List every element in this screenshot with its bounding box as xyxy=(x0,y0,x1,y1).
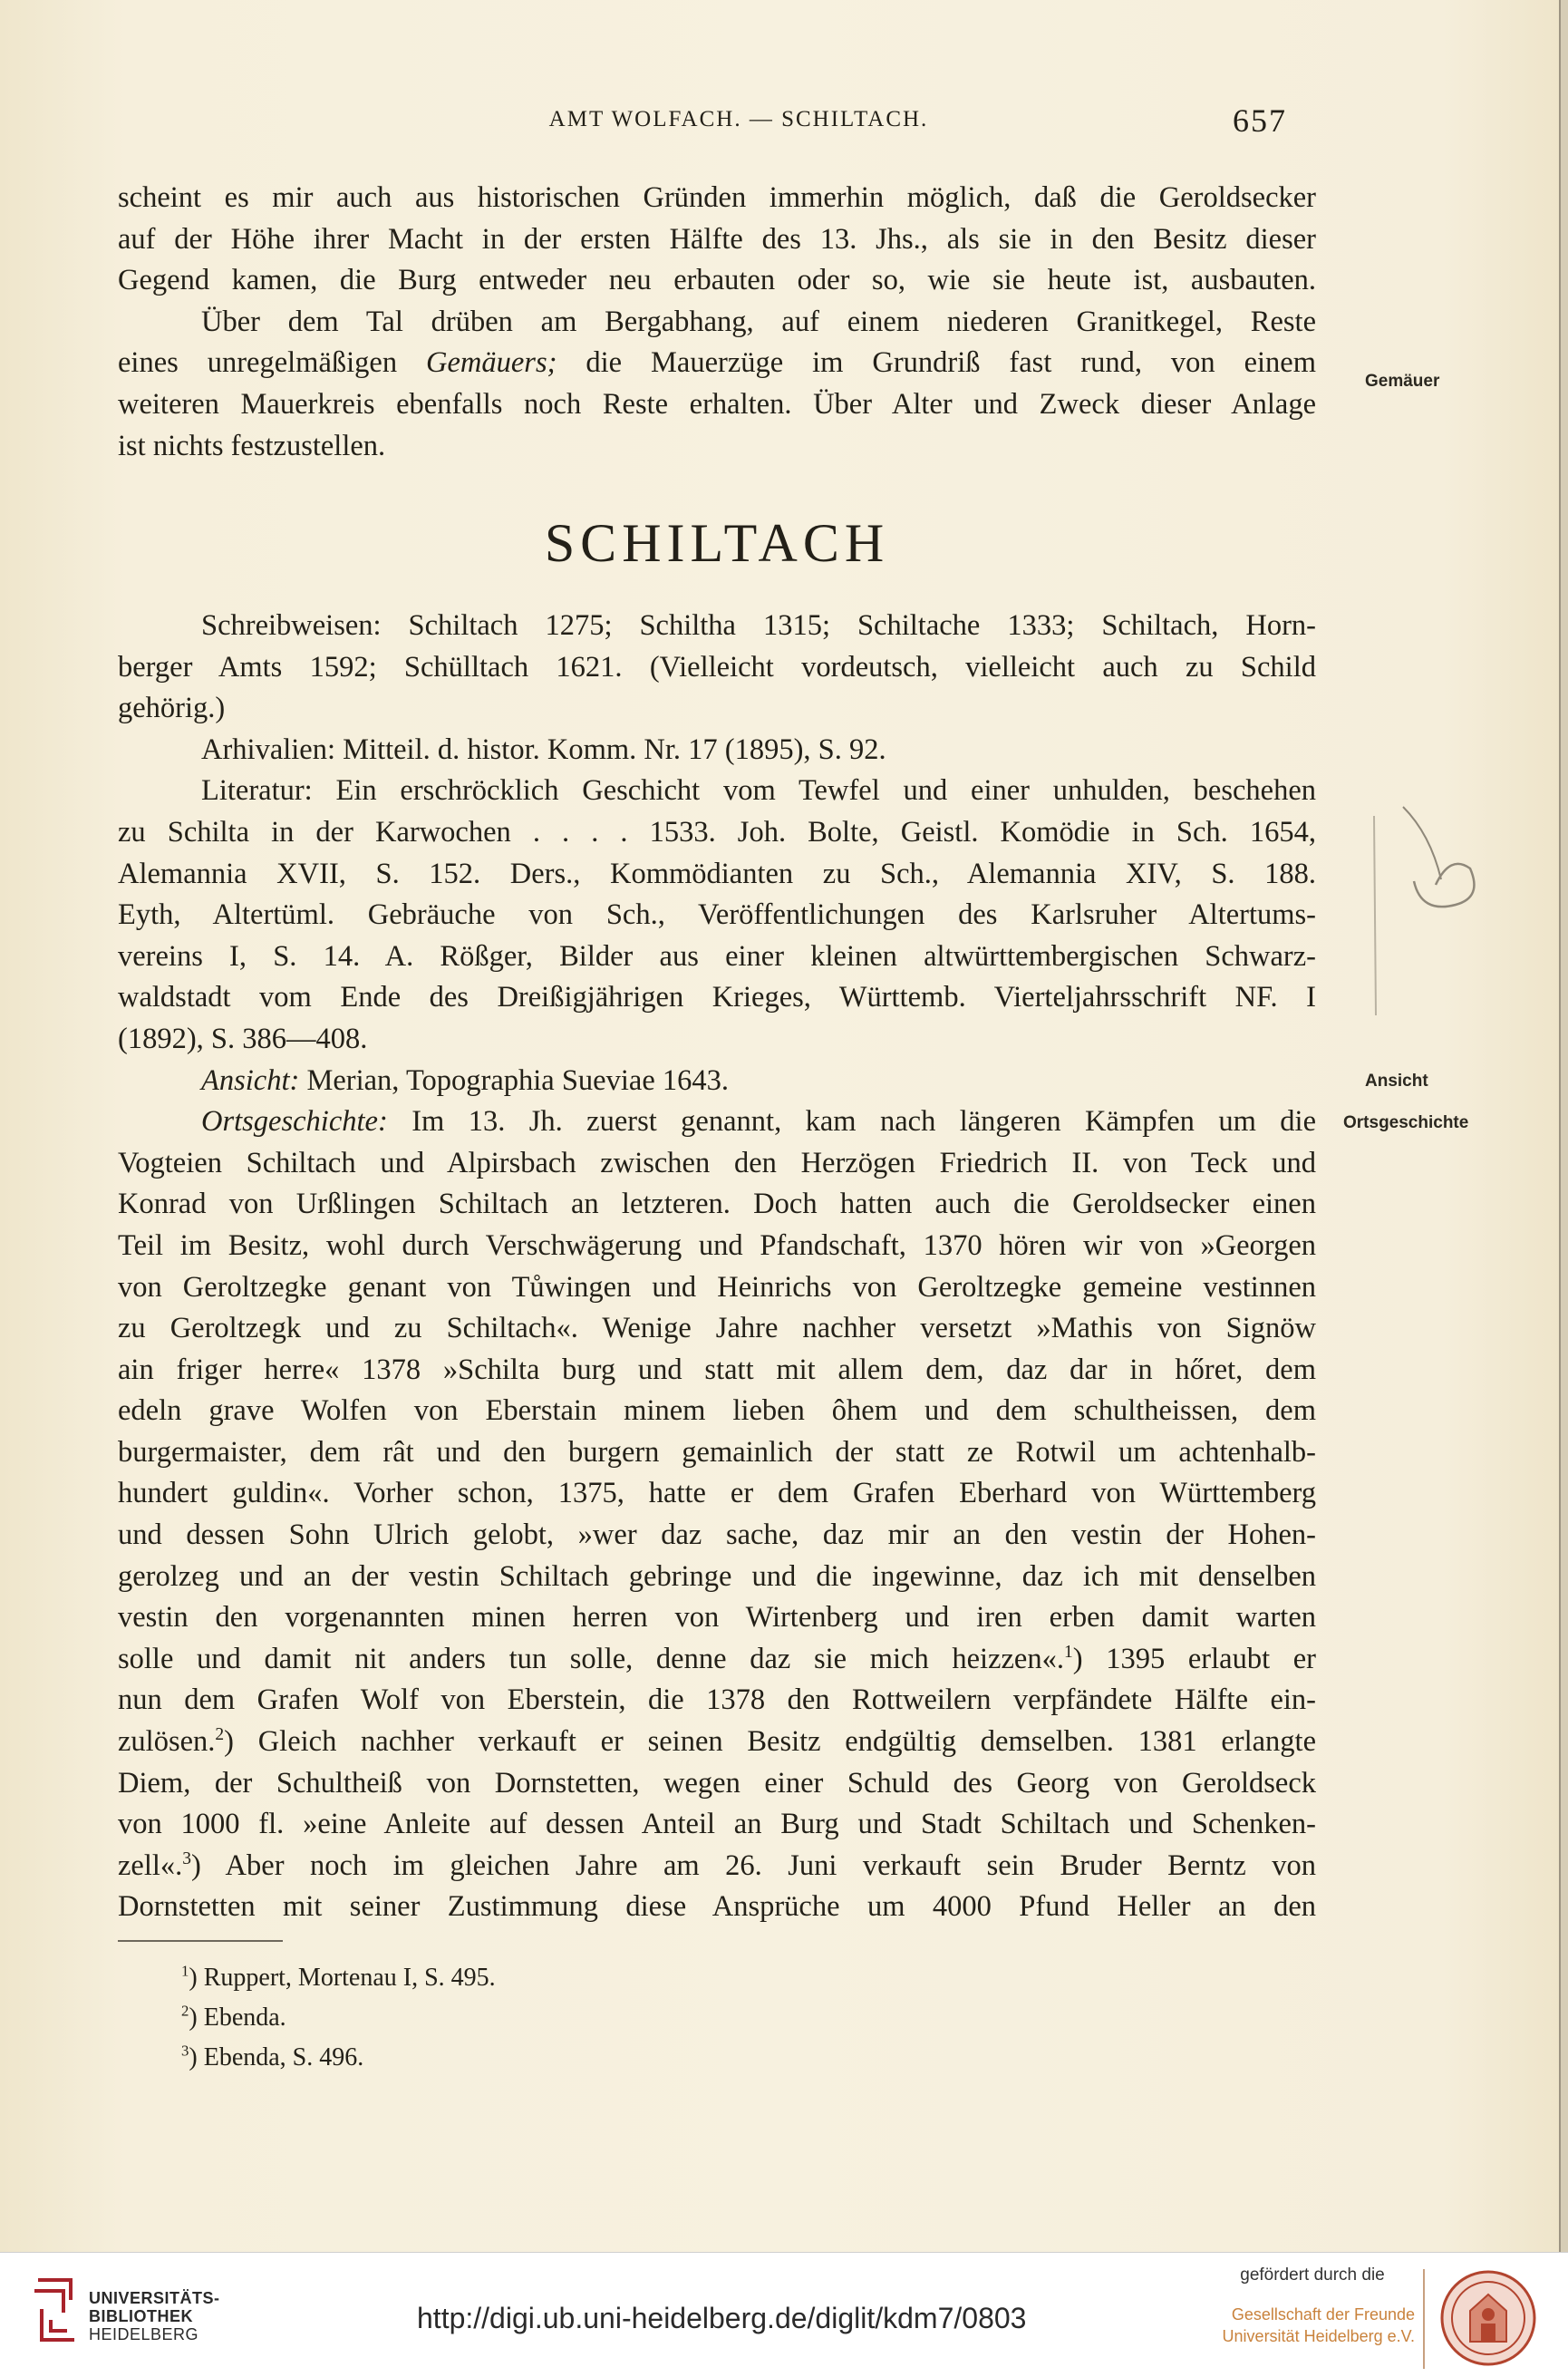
library-logo-icon xyxy=(31,2273,82,2347)
text-line: nun dem Grafen Wolf von Eberstein, die 1378 den Rottweilern verpfändete Hälfte ein- xyxy=(118,1683,1316,1717)
page-edge xyxy=(1561,0,1568,2252)
section-title: SCHILTACH xyxy=(544,513,890,573)
text-segment: Merian, Topographia Sueviae 1643. xyxy=(299,1063,729,1097)
text-line: burgermaister, dem rât und den burgern gemainlich der statt ze Rotwil um achtenhalb- xyxy=(118,1435,1316,1469)
library-line: BIBLIOTHEK xyxy=(89,2307,193,2325)
viewer-footer xyxy=(0,2252,1568,2377)
text-line: edeln grave Wolfen von Eberstain minem lieben ôhem und dem schultheissen, dem xyxy=(118,1394,1316,1428)
footnote-rule xyxy=(118,1940,283,1942)
text-line: Diem, der Schultheiß von Dornstetten, wegen einer Schuld des Georg von Geroldseck xyxy=(118,1766,1316,1800)
gemaeuers-italic: Gemäuers; xyxy=(426,346,557,380)
text-line: vestin den vorgenannten minen herren von Wirtenberg und iren erben damit warten xyxy=(118,1601,1316,1635)
footnote-ref: 2 xyxy=(215,1725,225,1745)
text-line xyxy=(118,1061,1316,1102)
library-name xyxy=(89,2289,220,2343)
text-line: Vogteien Schiltach und Alpirsbach zwischen den Herzögen Friedrich II. von Teck und xyxy=(118,1146,1316,1179)
text-line: Konrad von Urßlingen Schiltach an letzteren. Doch hatten auch die Geroldsecker einen xyxy=(118,1188,1316,1221)
footnote: $^2$) Ebenda. xyxy=(181,2002,286,2032)
text-line: Über dem Tal drüben am Bergabhang, auf einem niederen Granitkegel, Reste xyxy=(201,305,1316,338)
text-line: ain friger herre« 1378 »Schilta burg und statt mit allem dem, daz dar in hőret, dem xyxy=(118,1353,1316,1386)
text-line: und dessen Sohn Ulrich gelobt, »wer daz sache, daz mir an den vestin der Hohen- xyxy=(118,1518,1316,1552)
text-line: berger Amts 1592; Schülltach 1621. (Vielleicht vordeutsch, vielleicht auch zu Schild xyxy=(118,650,1316,684)
text-line: Dornstetten mit seiner Zustimmung diese Ansprüche um 4000 Pfund Heller an den xyxy=(118,1890,1316,1924)
text-line: zu Schilta in der Karwochen . . . . 1533. Joh. Bolte, Geistl. Komödie in Sch. 1654, xyxy=(118,815,1316,849)
margin-note-ansicht: Ansicht xyxy=(1365,1072,1428,1091)
text-line: ist nichts festzustellen. xyxy=(118,429,386,462)
footnote-text: Ruppert, Mortenau I, S. 495. xyxy=(203,1964,496,1992)
library-line: UNIVERSITÄTS- xyxy=(89,2289,220,2307)
text-segment: ) xyxy=(191,1848,226,1882)
text-segment: die Mauerzüge im Grundriß fast rund, von einem xyxy=(557,346,1316,380)
text-line xyxy=(118,1722,1316,1763)
text-segment: 1395 erlaubt er xyxy=(1106,1642,1317,1675)
ansicht-label: Ansicht: xyxy=(201,1063,300,1097)
text-line: hundert guldin«. Vorher schon, 1375, hatte er dem Grafen Eberhard von Württemberg xyxy=(118,1477,1316,1510)
text-line: Teil im Besitz, wohl durch Verschwägerung und Pfandschaft, 1370 hören wir von »Georgen xyxy=(118,1228,1316,1262)
footnote-ref: 1 xyxy=(1063,1643,1073,1663)
intro-text xyxy=(118,178,1316,467)
university-seal-icon xyxy=(1439,2269,1537,2367)
text-line: scheint es mir auch aus historischen Gründen immerhin möglich, daß die Geroldsecker xyxy=(118,181,1316,214)
text-segment: solle und damit nit anders tun solle, denne daz sie mich heizzen«. xyxy=(118,1642,1064,1675)
text-segment: Gleich nachher verkauft er seinen Besitz endgültig demselben. 1381 erlangte xyxy=(257,1725,1316,1759)
page-edge-line xyxy=(1559,0,1561,2252)
section-body xyxy=(118,606,1316,1928)
running-head: AMT WOLFACH. — SCHILTACH. xyxy=(548,107,929,131)
text-line: von Geroltzegke genant von Tůwingen und Heinrichs von Geroltzegke gemeine vestinnen xyxy=(118,1270,1316,1304)
text-line: waldstadt vom Ende des Dreißigjährigen Krieges, Württemb. Vierteljahrsschrift NF. I xyxy=(118,981,1316,1014)
ortsgeschichte-label: Ortsgeschichte: xyxy=(201,1105,388,1139)
pencil-annotation xyxy=(1367,798,1503,1033)
footnote: $^3$) Ebenda, S. 496. xyxy=(181,2042,364,2071)
sponsor-line: Gesellschaft der Freunde xyxy=(1231,2305,1415,2324)
footnote-text: Ebenda. xyxy=(203,2003,286,2032)
footnote-mark: 2 xyxy=(181,2002,189,2020)
text-line xyxy=(118,1101,1316,1143)
footnote-mark: 3 xyxy=(181,2042,189,2060)
footnote-text: Ebenda, S. 496. xyxy=(203,2043,364,2071)
text-line: Schreibweisen: Schiltach 1275; Schiltha 1315; Schiltache 1333; Schiltach, Horn- xyxy=(201,609,1316,642)
text-line: vereins I, S. 14. A. Rößger, Bilder aus einer kleinen altwürttembergischen Schwarz- xyxy=(118,939,1316,973)
text-segment: eines unregelmäßigen xyxy=(118,346,427,380)
text-segment: zell«. xyxy=(118,1848,183,1882)
margin-note-ortsgeschichte: Ortsgeschichte xyxy=(1343,1113,1469,1132)
sponsor-line: Universität Heidelberg e.V. xyxy=(1222,2327,1415,2345)
text-line: Gegend kamen, die Burg entweder neu erbauten oder so, wie sie heute ist, ausbauten. xyxy=(118,264,1316,297)
text-segment: ) xyxy=(224,1725,258,1759)
text-segment: zulösen. xyxy=(118,1725,216,1759)
footnote-mark: 1 xyxy=(181,1962,189,1980)
sponsor-divider xyxy=(1423,2269,1425,2369)
permalink[interactable]: http://digi.ub.uni-heidelberg.de/diglit/kdm7/0803 xyxy=(417,2302,1027,2334)
text-line xyxy=(118,343,1316,384)
text-segment: Im 13. Jh. zuerst genannt, kam nach längeren Kämpfen um die xyxy=(387,1105,1316,1139)
text-line: auf der Höhe ihrer Macht in der ersten Hälfte des 13. Jhs., als sie in den Besitz dieser xyxy=(118,222,1316,256)
text-line: Literatur: Ein erschröcklich Geschicht vom Tewfel und einer unhulden, beschehen xyxy=(201,774,1316,808)
text-line: zu Geroltzegk und zu Schiltach«. Wenige Jahre nachher versetzt »Mathis von Signöw xyxy=(118,1312,1316,1345)
text-line: von 1000 fl. »eine Anleite auf dessen Anteil an Burg und Stadt Schiltach und Schenken- xyxy=(118,1808,1316,1841)
margin-note-gemaeuer: Gemäuer xyxy=(1365,372,1440,391)
footnotes xyxy=(181,1958,496,2078)
text-line: weiteren Mauerkreis ebenfalls noch Reste erhalten. Über Alter und Zweck dieser Anlage xyxy=(118,387,1316,421)
footnote-ref: 3 xyxy=(182,1848,192,1868)
text-line xyxy=(118,1639,1316,1681)
text-segment: Aber noch im gleichen Jahre am 26. Juni verkauft sein Bruder Berntz von xyxy=(225,1848,1316,1882)
footnote: $^1$) Ruppert, Mortenau I, S. 495. xyxy=(181,1962,496,1992)
text-line: Arhivalien: Mitteil. d. histor. Komm. Nr. 17 (1895), S. 92. xyxy=(201,733,886,766)
sponsor-name xyxy=(1210,2304,1415,2347)
page-number: 657 xyxy=(1233,102,1287,139)
text-segment: ) xyxy=(1072,1642,1107,1675)
text-line: (1892), S. 386—408. xyxy=(118,1022,368,1055)
text-line xyxy=(118,1846,1316,1887)
text-line: Alemannia XVII, S. 152. Ders., Kommödianten zu Sch., Alemannia XIV, S. 188. xyxy=(118,857,1316,890)
library-line: HEIDELBERG xyxy=(89,2325,199,2343)
text-line: gehörig.) xyxy=(118,692,226,725)
sponsor-label: gefördert durch die xyxy=(1240,2265,1385,2285)
text-line: Eyth, Altertüml. Gebräuche von Sch., Veröffentlichungen des Karlsruher Altertums- xyxy=(118,898,1316,932)
text-line: gerolzeg und an der vestin Schiltach gebringe und die ingewinne, daz ich mit denselben xyxy=(118,1559,1316,1593)
